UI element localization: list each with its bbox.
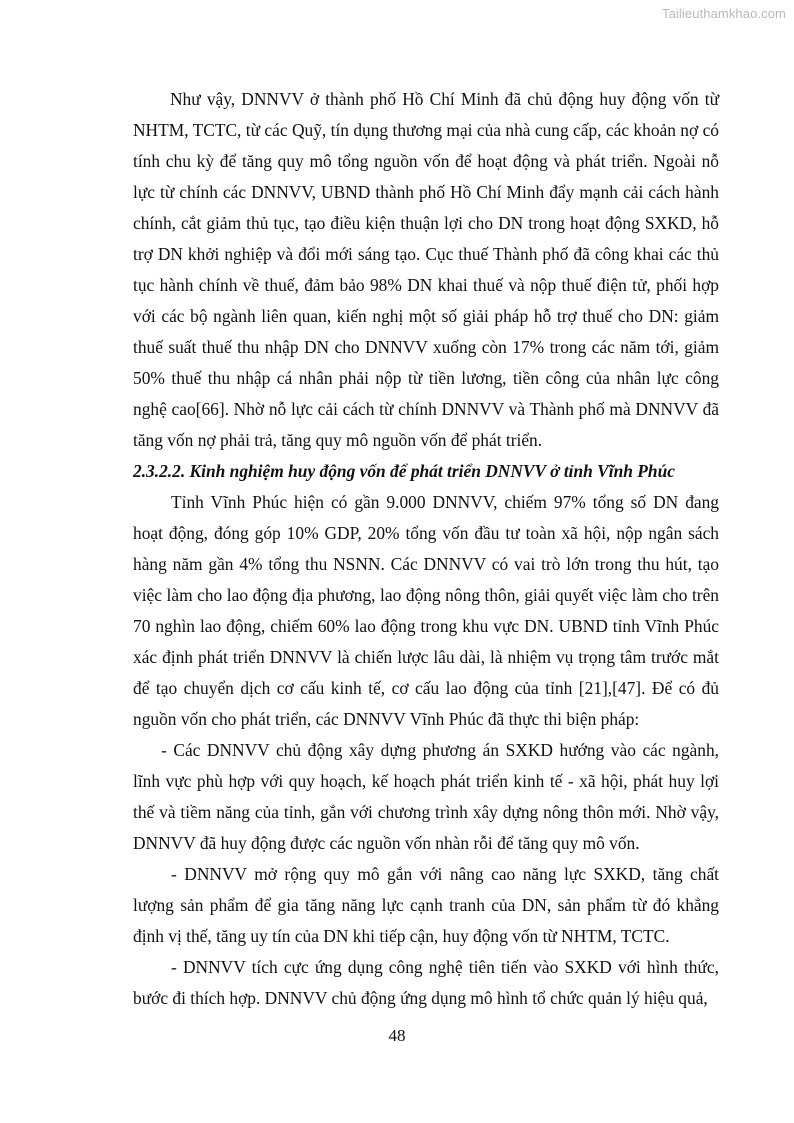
bullet-business-plan: - Các DNNVV chủ động xây dựng phương án SXKD hướng vào các ngành, lĩnh vực phù hợp với quy hoạch, kế hoạch phát triển kinh tế - xã hội, phát huy lợi thế và tiềm năng của tỉnh, gắn với chương trình xây dựng nông thôn mới. Nhờ vậy, DNNVV đã huy động được các nguồn vốn nhàn rỗi để tăng quy mô vốn. [133,740,719,853]
bullet-expand-scale: - DNNVV mở rộng quy mô gắn với nâng cao năng lực SXKD, tăng chất lượng sản phẩm để gia tăng năng lực cạnh tranh của DN, sản phẩm từ đó khẳng định vị thế, tăng uy tín của DN khi tiếp cận, huy động vốn từ NHTM, TCTC. [133,864,719,946]
page-number: 48 [388,1026,406,1045]
paragraph-hcm-capital: Như vậy, DNNVV ở thành phố Hồ Chí Minh đã chủ động huy động vốn từ NHTM, TCTC, từ các Quỹ, tín dụng thương mại của nhà cung cấp, các khoản nợ có tính chu kỳ để tăng quy mô tổng nguồn vốn để hoạt động và phát triển. Ngoài nỗ lực từ chính các DNNVV, UBND thành phố Hồ Chí Minh đẩy mạnh cải cách hành chính, cắt giảm thủ tục, tạo điều kiện thuận lợi cho DN trong hoạt động SXKD, hỗ trợ DN khởi nghiệp và đổi mới sáng tạo. Cục thuế Thành phố đã công khai các thủ tục hành chính về thuế, đảm bảo 98% DN khai thuế và nộp thuế điện tử, phối hợp với các bộ ngành liên quan, kiến nghị một số giải pháp hỗ trợ thuế cho DN: giảm thuế suất thuế thu nhập DN cho DNNVV xuống còn 17% trong các năm tới, giảm 50% thuế thu nhập cá nhân phải nộp từ tiền lương, tiền công của nhân lực công nghệ cao[66]. Nhờ nỗ lực cải cách từ chính DNNVV và Thành phố mà DNNVV đã tăng vốn nợ phải trả, tăng quy mô nguồn vốn để phát triển. [133,89,719,450]
watermark-text: Tailieuthamkhao.com [661,6,786,21]
paragraph-vinh-phuc-intro: Tỉnh Vĩnh Phúc hiện có gần 9.000 DNNVV, chiếm 97% tổng số DN đang hoạt động, đóng góp 10% GDP, 20% tổng vốn đầu tư toàn xã hội, nộp ngân sách hàng năm gần 4% tổng thu NSNN. Các DNNVV có vai trò lớn trong thu hút, tạo việc làm cho lao động địa phương, lao động nông thôn, giải quyết việc làm cho trên 70 nghìn lao động, chiếm 60% lao động trong khu vực DN. UBND tỉnh Vĩnh Phúc xác định phát triển DNNVV là chiến lược lâu dài, là nhiệm vụ trọng tâm trước mắt để tạo chuyển dịch cơ cấu kinh tế, cơ cấu lao động của tỉnh [21],[47]. Để có đủ nguồn vốn cho phát triển, các DNNVV Vĩnh Phúc đã thực thi biện pháp: [133,492,719,729]
document-body [133,84,719,1014]
section-heading: 2.3.2.2. Kinh nghiệm huy động vốn để phát triển DNNVV ở tỉnh Vĩnh Phúc [133,461,675,481]
bullet-technology: - DNNVV tích cực ứng dụng công nghệ tiên tiến vào SXKD với hình thức, bước đi thích hợp. DNNVV chủ động ứng dụng mô hình tổ chức quản lý hiệu quả, [133,957,719,1008]
